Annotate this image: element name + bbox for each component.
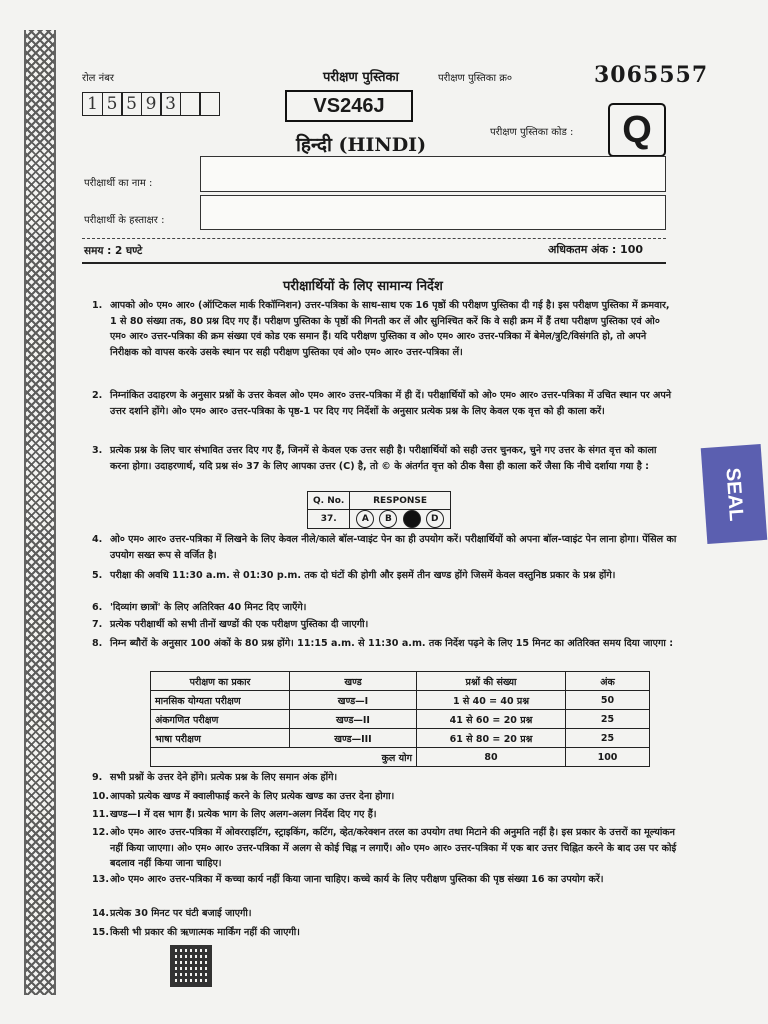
option-c-bubble-filled: C bbox=[403, 510, 421, 528]
exam-duration: समय : 2 घण्टे bbox=[84, 245, 143, 257]
candidate-name-field[interactable] bbox=[200, 156, 666, 192]
instruction-text: निम्नांकित उदाहरण के अनुसार प्रश्नों के उत्तर केवल ओ० एम० आर० उत्तर-पत्रिका में ही दें। परीक्षार्थियों को ओ० एम० आर० उत्तर-पत्रिका में उचित स्थान पर अपने उत्तर दर्शाने होंगे। ओ० एम० आर० उत्तर-पत्रिका के पृष्ठ-1 पर दिए गए निर्देशों के अनुसार प्रत्येक प्रश्न के लिए केवल एक वृत्त को ही काला करें। bbox=[110, 390, 672, 417]
roll-digit: 3 bbox=[160, 92, 181, 116]
roll-digit bbox=[180, 92, 201, 116]
qr-code bbox=[170, 945, 212, 987]
booklet-title: परीक्षण पुस्तिका bbox=[323, 70, 399, 85]
roll-number-boxes bbox=[82, 92, 219, 116]
seal-label: SEAL bbox=[721, 466, 748, 522]
roll-digit: 9 bbox=[141, 92, 162, 116]
option-a-bubble: A bbox=[356, 510, 374, 528]
instruction-item bbox=[92, 617, 677, 633]
instruction-number: 7. bbox=[92, 619, 103, 630]
roll-digit: 5 bbox=[102, 92, 123, 116]
instruction-text: निम्न ब्यौरों के अनुसार 100 अंकों के 80 प्रश्न होंगे। 11:15 a.m. से 11:30 a.m. तक निर्देश पढ़ने के लिए 15 मिनट का अतिरिक्त समय दिया जाएगा : bbox=[110, 638, 674, 649]
instruction-item bbox=[92, 770, 677, 786]
option-b-bubble: B bbox=[379, 510, 397, 528]
instruction-text: 'दिव्यांग छात्रों' के लिए अतिरिक्त 40 मिनट दिए जाएँगे। bbox=[110, 602, 307, 613]
table-total-row bbox=[151, 748, 650, 767]
response-example bbox=[307, 491, 451, 529]
instruction-number: 2. bbox=[92, 390, 103, 401]
instructions-heading: परीक्षार्थियों के लिए सामान्य निर्देश bbox=[283, 279, 443, 294]
candidate-name-label: परीक्षार्थी का नाम : bbox=[84, 178, 153, 189]
instruction-item bbox=[92, 807, 677, 823]
booklet-code: Q bbox=[608, 103, 666, 157]
instruction-item bbox=[92, 388, 677, 419]
instruction-item bbox=[92, 789, 677, 805]
table-cell: मानसिक योग्यता परीक्षण bbox=[151, 691, 290, 710]
roll-number-label: रोल नंबर bbox=[82, 73, 114, 84]
table-header: खण्ड bbox=[290, 672, 417, 691]
booklet-code-label: परीक्षण पुस्तिका कोड : bbox=[490, 127, 574, 138]
instruction-item bbox=[92, 600, 677, 616]
instruction-text: आपको ओ० एम० आर० (ऑप्टिकल मार्क रिकॉग्निशन) उत्तर-पत्रिका के साथ-साथ एक 16 पृष्ठों की परीक्षण पुस्तिका दी गई है। इस परीक्षण पुस्तिका में क्रमवार, 1 से 80 संख्या तक, 80 प्रश्न दिए गए हैं। परीक्षण पुस्तिका के पृष्ठों की गिनती कर लें और सुनिश्चित करें कि वे सही क्रम में हैं तथा परीक्षण पुस्तिका एवं ओ० एम० आर० उत्तर-पत्रिका की क्रम संख्या एवं कोड एक समान हैं। यदि परीक्षण पुस्तिका व ओ० एम० आर० उत्तर-पत्रिका में बेमेल/त्रुटि/विसंगति हो, तो अपने निरीक्षक को वापस करके उसके स्थान पर सही परीक्षण पुस्तिका एवं ओ० एम० आर० उत्तर-पत्रिका लें। bbox=[110, 300, 670, 358]
total-questions: 80 bbox=[417, 748, 566, 767]
booklet-number-label: परीक्षण पुस्तिका क्र० bbox=[438, 73, 513, 84]
security-border bbox=[24, 30, 56, 995]
instruction-number: 13. bbox=[92, 874, 109, 885]
table-cell: अंकगणित परीक्षण bbox=[151, 710, 290, 729]
instruction-item bbox=[92, 925, 677, 941]
table-header: अंक bbox=[566, 672, 650, 691]
instruction-number: 8. bbox=[92, 638, 103, 649]
instruction-number: 14. bbox=[92, 908, 109, 919]
table-cell: खण्ड—III bbox=[290, 729, 417, 748]
instruction-number: 3. bbox=[92, 445, 103, 456]
table-cell: खण्ड—I bbox=[290, 691, 417, 710]
instruction-text: खण्ड—I में दस भाग हैं। प्रत्येक भाग के लिए अलग-अलग निर्देश दिए गए हैं। bbox=[110, 809, 377, 820]
instruction-text: प्रत्येक प्रश्न के लिए चार संभावित उत्तर दिए गए हैं, जिनमें से केवल एक उत्तर सही है। परीक्षार्थियों को सही उत्तर चुनकर, चुने गए उत्तर के संगत वृत्त को काला करना होगा। उदाहरणार्थ, यदि प्रश्न सं० 37 के लिए आपका उत्तर (C) है, तो © के अंतर्गत वृत्त को ठीक वैसा ही काला करें जैसा कि नीचे दर्शाया गया है : bbox=[110, 445, 657, 472]
instruction-text: किसी भी प्रकार की ऋणात्मक मार्किंग नहीं की जाएगी। bbox=[110, 927, 300, 938]
table-header: परीक्षण का प्रकार bbox=[151, 672, 290, 691]
table-cell: 61 से 80 = 20 प्रश्न bbox=[417, 729, 566, 748]
table-cell: 25 bbox=[566, 710, 650, 729]
option-d-bubble: D bbox=[426, 510, 444, 528]
roll-digit bbox=[199, 92, 220, 116]
table-row bbox=[151, 710, 650, 729]
candidate-signature-label: परीक्षार्थी के हस्ताक्षर : bbox=[84, 215, 165, 226]
series-code: VS246J bbox=[285, 90, 413, 122]
candidate-signature-field[interactable] bbox=[200, 195, 666, 230]
divider bbox=[82, 238, 666, 239]
instruction-item bbox=[92, 636, 677, 652]
table-cell: 25 bbox=[566, 729, 650, 748]
instruction-item bbox=[92, 532, 677, 563]
instruction-text: प्रत्येक परीक्षार्थी को सभी तीनों खण्डों की एक परीक्षण पुस्तिका दी जाएगी। bbox=[110, 619, 369, 630]
instruction-number: 6. bbox=[92, 602, 103, 613]
instruction-text: ओ० एम० आर० उत्तर-पत्रिका में लिखने के लिए केवल नीले/काले बॉल-प्वाइंट पेन का ही उपयोग करें। परीक्षार्थियों को अपना बॉल-प्वाइंट पेन लाना होगा। पेंसिल का उपयोग सख्त रूप से वर्जित है। bbox=[110, 534, 677, 561]
instruction-number: 9. bbox=[92, 772, 103, 783]
instruction-text: सभी प्रश्नों के उत्तर देने होंगे। प्रत्येक प्रश्न के लिए समान अंक होंगे। bbox=[110, 772, 338, 783]
subject-title: हिन्दी (HINDI) bbox=[296, 134, 427, 156]
table-cell: खण्ड—II bbox=[290, 710, 417, 729]
table-cell: 1 से 40 = 40 प्रश्न bbox=[417, 691, 566, 710]
instruction-text: प्रत्येक 30 मिनट पर घंटी बजाई जाएगी। bbox=[110, 908, 252, 919]
response-bubbles bbox=[350, 510, 450, 529]
maximum-marks: अधिकतम अंक : 100 bbox=[548, 243, 644, 256]
response-header: RESPONSE bbox=[350, 492, 450, 510]
instruction-number: 5. bbox=[92, 570, 103, 581]
instruction-item bbox=[92, 298, 677, 360]
instruction-item bbox=[92, 568, 677, 584]
roll-digit: 1 bbox=[82, 92, 103, 116]
instruction-item bbox=[92, 825, 677, 872]
divider bbox=[82, 262, 666, 264]
instruction-number: 15. bbox=[92, 927, 109, 938]
table-row bbox=[151, 729, 650, 748]
instruction-text: आपको प्रत्येक खण्ड में क्वालीफाई करने के लिए प्रत्येक खण्ड का उत्तर देना होगा। bbox=[110, 791, 395, 802]
instruction-item bbox=[92, 443, 662, 474]
sections-table bbox=[150, 671, 650, 767]
instruction-text: ओ० एम० आर० उत्तर-पत्रिका में ओवरराइटिंग, स्ट्राइकिंग, कटिंग, व्हेत/करेक्शन तरल का उपयोग तथा मिटाने की अनुमति नहीं है। इस प्रकार के उत्तरों का मूल्यांकन नहीं किया जाएगा। ओ० एम० आर० उत्तर-पत्रिका में अलग से कोई चिह्न न लगाएँ। ओ० एम० आर० उत्तर-पत्रिका में एक बार उत्तर चिह्नित करने के बाद उस पर कोई बदलाव नहीं किया जाना चाहिए। bbox=[110, 827, 677, 869]
instruction-number: 11. bbox=[92, 809, 109, 820]
instruction-number: 4. bbox=[92, 534, 103, 545]
instruction-number: 10. bbox=[92, 791, 109, 802]
table-cell: 50 bbox=[566, 691, 650, 710]
table-row bbox=[151, 691, 650, 710]
instruction-text: परीक्षा की अवधि 11:30 a.m. से 01:30 p.m. तक दो घंटों की होगी और इसमें तीन खण्ड होंगे जिसमें केवल वस्तुनिष्ठ प्रकार के प्रश्न होंगे। bbox=[110, 570, 616, 581]
instruction-number: 12. bbox=[92, 827, 109, 838]
instruction-item bbox=[92, 872, 677, 888]
qno-value: 37. bbox=[308, 510, 350, 529]
total-marks: 100 bbox=[566, 748, 650, 767]
instruction-number: 1. bbox=[92, 300, 103, 311]
instruction-item bbox=[92, 906, 677, 922]
roll-digit: 5 bbox=[121, 92, 142, 116]
table-cell: भाषा परीक्षण bbox=[151, 729, 290, 748]
booklet-number: 3065557 bbox=[594, 62, 709, 88]
table-header: प्रश्नों की संख्या bbox=[417, 672, 566, 691]
seal-sticker bbox=[701, 444, 768, 544]
total-label: कुल योग bbox=[151, 748, 417, 767]
qno-header: Q. No. bbox=[308, 492, 350, 510]
instruction-text: ओ० एम० आर० उत्तर-पत्रिका में कच्चा कार्य नहीं किया जाना चाहिए। कच्चे कार्य के लिए परीक्षण पुस्तिका की पृष्ठ संख्या 16 का उपयोग करें। bbox=[110, 874, 604, 885]
table-cell: 41 से 60 = 20 प्रश्न bbox=[417, 710, 566, 729]
